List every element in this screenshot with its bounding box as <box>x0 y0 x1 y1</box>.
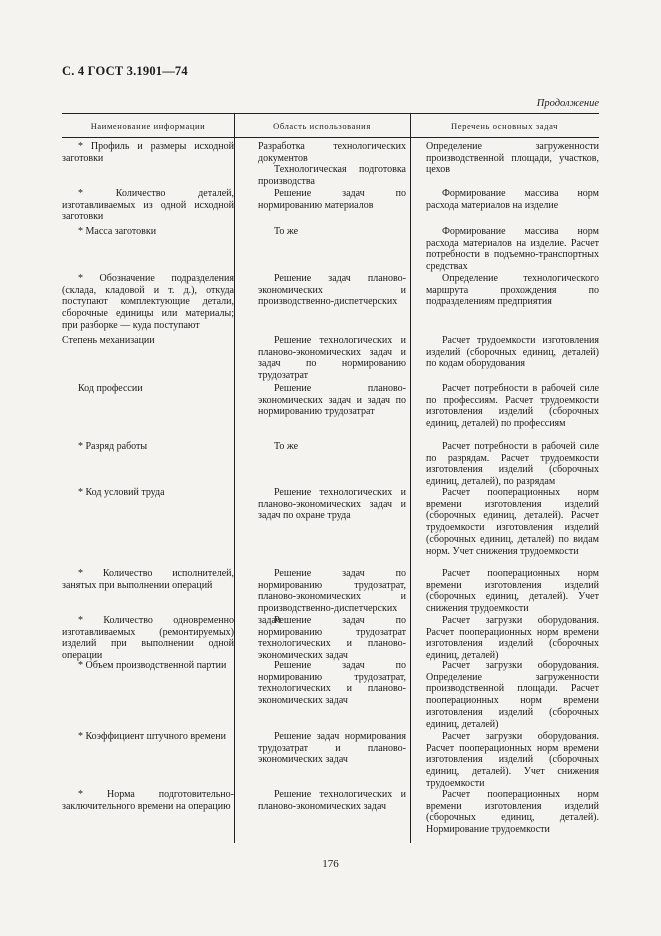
tasks-cell: Формирование массива норм расхода материалов на изделие <box>426 188 599 211</box>
info-name-cell: * Масса заготовки <box>78 226 157 237</box>
tasks-cell: Расчет потребности в рабочей силе по профессиям. Расчет трудоемкости изготовления изделий (сборочных единиц, деталей) по профессиям <box>426 383 599 430</box>
info-name-cell: * Профиль и размеры исходной заготовки <box>62 141 234 164</box>
information-table <box>62 113 599 843</box>
usage-area-cell: Решение задач планово-экономических и производственно-диспетчерских <box>258 273 406 308</box>
usage-area-cell <box>258 141 406 188</box>
usage-area-line: Разработка технологических документов <box>258 141 406 164</box>
tasks-cell: Расчет пооперационных норм времени изготовления изделий (сборочных единиц, деталей). Учет снижения трудоемкости <box>426 568 599 615</box>
info-name-cell: * Количество одновременно изготавливаемых (ремонтируемых) изделий при выполнении одной операции <box>62 615 234 662</box>
usage-area-cell: Решение задач по нормированию трудозатрат, технологических и планово-экономических задач <box>258 660 406 707</box>
info-name-cell: * Количество деталей, изготавливаемых из одной исходной заготовки <box>62 188 234 223</box>
tasks-cell: Расчет загрузки оборудования. Расчет пооперационных норм времени изготовления изделий (сборочных единиц, деталей) <box>426 615 599 662</box>
usage-area-line: Технологическая подготовка производства <box>258 164 406 188</box>
column-divider <box>234 114 235 843</box>
info-name-cell: * Коэффициент штучного времени <box>78 731 226 742</box>
continuation-label: Продолжение <box>536 98 599 109</box>
usage-area-cell: Решение задач по нормированию трудозатрат, планово-экономических и производственно-диспетчерских задач <box>258 568 406 626</box>
tasks-cell: Расчет трудоемкости изготовления изделий (сборочных единиц, деталей) по кодам оборудования <box>426 335 599 370</box>
info-name-cell: * Разряд работы <box>78 441 148 452</box>
page-number: 176 <box>322 858 339 870</box>
tasks-cell: Расчет потребности в рабочей силе по разрядам. Расчет трудоемкости изготовления изделий (сборочных единиц, деталей), по разрядам <box>426 441 599 488</box>
tasks-cell: Расчет пооперационных норм времени изготовления изделий (сборочных единиц, деталей). Расчет трудоемкости изготовления изделий (сборочных единиц, деталей) по видам норм. Учет снижения трудоемкости <box>426 487 599 557</box>
usage-area-cell: Решение технологических и планово-экономических задач и задач по нормированию трудозатрат <box>258 335 406 382</box>
tasks-cell: Расчет пооперационных норм времени изготовления изделий (сборочных единиц, деталей). Нормирование трудоемкости <box>426 789 599 836</box>
info-name-cell: Степень механизации <box>62 335 155 346</box>
info-name-cell: * Объем производственной партии <box>78 660 227 671</box>
info-name-cell: Код профессии <box>78 383 143 394</box>
info-name-cell: * Количество исполнителей, занятых при выполнении операций <box>62 568 234 591</box>
info-name-cell: * Код условий труда <box>78 487 165 498</box>
column-divider <box>410 114 411 843</box>
column-header-tasks: Перечень основных задач <box>410 114 599 138</box>
column-header-area: Область использования <box>234 114 410 138</box>
usage-area-cell: То же <box>274 441 299 452</box>
tasks-cell: Определение технологического маршрута прохождения по подразделениям предприятия <box>426 273 599 308</box>
info-name-cell: * Норма подготовительно-заключительного времени на операцию <box>62 789 234 812</box>
document-header: С. 4 ГОСТ 3.1901—74 <box>62 64 188 78</box>
usage-area-cell: Решение задач по нормированию материалов <box>258 188 406 211</box>
tasks-cell: Расчет загрузки оборудования. Определение загруженности производственной площади. Расчет пооперационных норм времени изготовления изделий (сборочных единиц, деталей) <box>426 660 599 730</box>
usage-area-cell: Решение планово-экономических задач и задач по нормированию трудозатрат <box>258 383 406 418</box>
usage-area-cell: Решение технологических и планово-экономических задач и задач по охране труда <box>258 487 406 522</box>
tasks-cell: Расчет загрузки оборудования. Расчет пооперационных норм времени изготовления изделий (сборочных единиц, деталей). Учет снижения трудоемкости <box>426 731 599 789</box>
usage-area-cell: Решение технологических и планово-экономических задач <box>258 789 406 812</box>
tasks-cell: Определение загруженности производственной площади, участков, цехов <box>426 141 599 176</box>
info-name-cell: * Обозначение подразделения (склада, кладовой и т. д.), откуда поступают комплектующие детали, сборочные единицы или материалы; при разборке — куда поступают <box>62 273 234 331</box>
tasks-cell: Формирование массива норм расхода материалов на изделие. Расчет потребности в подъемно-транспортных средствах <box>426 226 599 273</box>
usage-area-cell: То же <box>274 226 299 237</box>
column-header-name: Наименование информации <box>62 114 234 138</box>
usage-area-cell: Решение задач нормирования трудозатрат и планово-экономических задач <box>258 731 406 766</box>
usage-area-cell: Решение задач по нормированию трудозатрат технологических и планово-экономических задач <box>258 615 406 662</box>
